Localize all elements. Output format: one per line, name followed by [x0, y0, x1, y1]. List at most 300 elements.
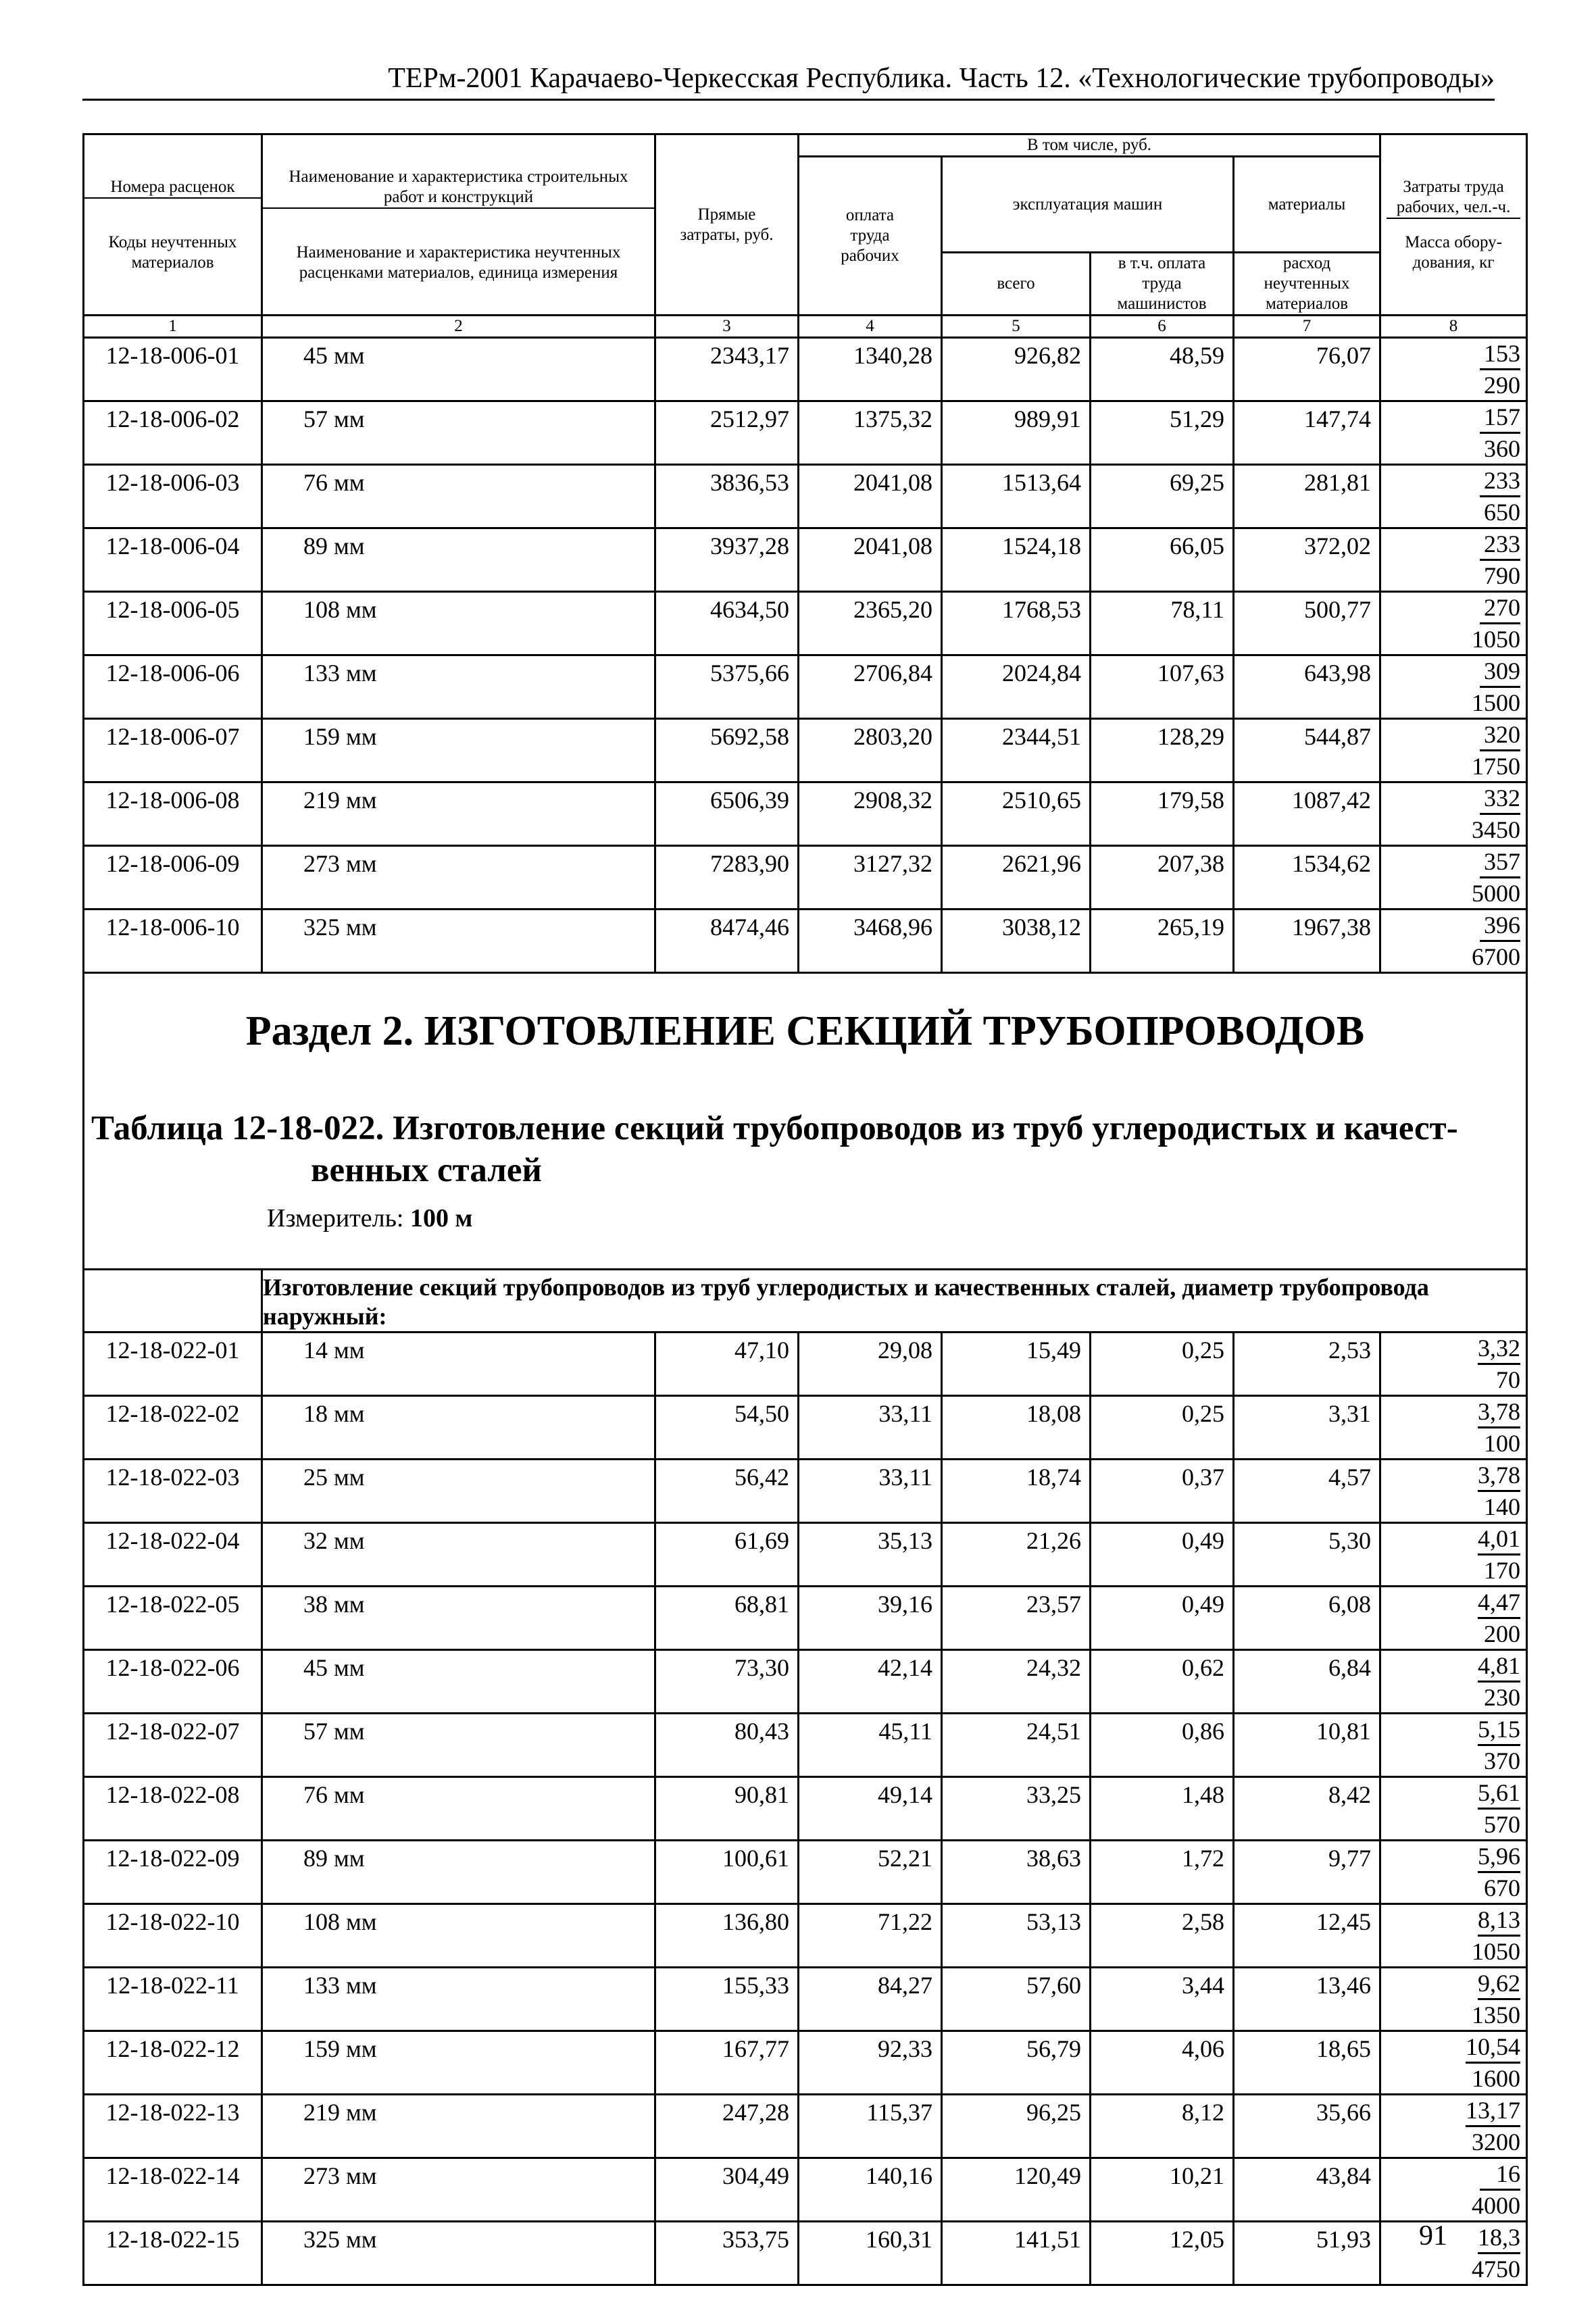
- labor-mass-cell: [1380, 1841, 1527, 1904]
- equipment-mass-value: 140: [1484, 1493, 1521, 1521]
- rate-code: 12-18-022-02: [84, 1396, 262, 1460]
- machinists-pay-value: 69,25: [1091, 465, 1234, 528]
- col-number: 6: [1091, 316, 1234, 338]
- machinists-pay-value: 3,44: [1091, 1968, 1234, 2031]
- labor-mass-cell: [1380, 1714, 1527, 1777]
- header-work-names: Наименование и характеристика строительных работ и конструкций: [263, 167, 654, 209]
- col-number: 4: [799, 316, 942, 338]
- materials-value: 643,98: [1234, 655, 1380, 719]
- labor-mass-cell: [1380, 655, 1527, 719]
- machines-total-value: 23,57: [942, 1587, 1091, 1650]
- labor-hours-value: 5,61: [1478, 1778, 1520, 1810]
- labor-pay-value: 33,11: [799, 1460, 942, 1523]
- materials-value: 1967,38: [1234, 910, 1380, 973]
- equipment-mass-value: 4000: [1472, 2192, 1521, 2220]
- direct-costs-value: 304,49: [655, 2158, 799, 2222]
- table-row: [84, 1396, 1527, 1460]
- labor-hours-value: 332: [1480, 783, 1520, 815]
- materials-value: 2,53: [1234, 1333, 1380, 1396]
- labor-hours-value: 8,13: [1478, 1905, 1520, 1937]
- header-in-that: В том числе, руб.: [799, 134, 1380, 157]
- labor-hours-value: 320: [1480, 720, 1520, 751]
- rate-code: 12-18-006-03: [84, 465, 262, 528]
- labor-mass-cell: [1380, 1460, 1527, 1523]
- work-name: 57 мм: [262, 401, 655, 465]
- work-name: 133 мм: [262, 655, 655, 719]
- rate-code: 12-18-006-06: [84, 655, 262, 719]
- equipment-mass-value: 6700: [1472, 943, 1521, 970]
- direct-costs-value: 47,10: [655, 1333, 799, 1396]
- direct-costs-value: 3836,53: [655, 465, 799, 528]
- rate-code: 12-18-022-15: [84, 2222, 262, 2285]
- rate-code: 12-18-022-08: [84, 1777, 262, 1841]
- equipment-mass-value: 570: [1484, 1811, 1521, 1839]
- rate-code: 12-18-022-14: [84, 2158, 262, 2222]
- labor-hours-value: 233: [1480, 466, 1520, 497]
- col-number: 1: [84, 316, 262, 338]
- labor-mass-cell: [1380, 1904, 1527, 1968]
- table-row: [84, 2031, 1527, 2095]
- rate-code: 12-18-022-05: [84, 1587, 262, 1650]
- direct-costs-value: 5692,58: [655, 719, 799, 782]
- labor-mass-cell: [1380, 1777, 1527, 1841]
- labor-pay-value: 33,11: [799, 1396, 942, 1460]
- measure-label: Измеритель:: [267, 1204, 404, 1233]
- labor-hours-value: 9,62: [1478, 1968, 1520, 2000]
- machinists-pay-value: 0,25: [1091, 1396, 1234, 1460]
- rate-code: 12-18-022-01: [84, 1333, 262, 1396]
- labor-hours-value: 396: [1480, 910, 1520, 942]
- header-rate-numbers: Номера расценок: [84, 177, 261, 199]
- work-name: 18 мм: [262, 1396, 655, 1460]
- measure-unit: [267, 1203, 472, 1233]
- machinists-pay-value: 0,62: [1091, 1650, 1234, 1714]
- machines-total-value: 33,25: [942, 1777, 1091, 1841]
- equipment-mass-value: 170: [1484, 1557, 1521, 1585]
- header-equipment-mass: Масса обору-дования, кг: [1405, 232, 1502, 272]
- work-name: 32 мм: [262, 1523, 655, 1587]
- rate-code: 12-18-006-04: [84, 528, 262, 592]
- rate-code: 12-18-022-04: [84, 1523, 262, 1587]
- labor-hours-value: 3,78: [1478, 1397, 1520, 1428]
- labor-hours-value: 5,15: [1478, 1714, 1520, 1746]
- labor-pay-value: 3127,32: [799, 846, 942, 910]
- table-row: [84, 1714, 1527, 1777]
- header-machines: эксплуатация машин: [942, 157, 1234, 253]
- labor-mass-cell: [1380, 592, 1527, 655]
- materials-value: 281,81: [1234, 465, 1380, 528]
- machinists-pay-value: 0,37: [1091, 1460, 1234, 1523]
- work-name: 45 мм: [262, 338, 655, 401]
- subheading: Изготовление секций трубопроводов из труб углеродистых и качественных сталей, диаметр трубопровода наружный:: [262, 1270, 1527, 1333]
- materials-value: 12,45: [1234, 1904, 1380, 1968]
- direct-costs-value: 4634,50: [655, 592, 799, 655]
- direct-costs-value: 68,81: [655, 1587, 799, 1650]
- labor-pay-value: 160,31: [799, 2222, 942, 2285]
- machines-total-value: 926,82: [942, 338, 1091, 401]
- table-row: [84, 592, 1527, 655]
- equipment-mass-value: 70: [1496, 1366, 1521, 1394]
- equipment-mass-value: 3200: [1472, 2129, 1521, 2156]
- table-row: [84, 2158, 1527, 2222]
- direct-costs-value: 3937,28: [655, 528, 799, 592]
- labor-pay-value: 92,33: [799, 2031, 942, 2095]
- labor-hours-value: 10,54: [1466, 2032, 1520, 2064]
- labor-pay-value: 84,27: [799, 1968, 942, 2031]
- equipment-mass-value: 670: [1484, 1874, 1521, 1902]
- machines-total-value: 2024,84: [942, 655, 1091, 719]
- machinists-pay-value: 4,06: [1091, 2031, 1234, 2095]
- labor-pay-value: 2365,20: [799, 592, 942, 655]
- direct-costs-value: 7283,90: [655, 846, 799, 910]
- col-number: 7: [1234, 316, 1380, 338]
- table-row: [84, 846, 1527, 910]
- machines-total-value: 57,60: [942, 1968, 1091, 2031]
- labor-hours-value: 5,96: [1478, 1841, 1520, 1873]
- materials-value: 372,02: [1234, 528, 1380, 592]
- rate-code: 12-18-022-06: [84, 1650, 262, 1714]
- work-name: 57 мм: [262, 1714, 655, 1777]
- table-title-line1: Таблица 12-18-022. Изготовление секций трубопроводов из труб углеродистых и качест-: [91, 1110, 1458, 1147]
- labor-mass-cell: [1380, 1968, 1527, 2031]
- materials-value: 8,42: [1234, 1777, 1380, 1841]
- labor-hours-value: 4,01: [1478, 1524, 1520, 1555]
- labor-mass-cell: [1380, 782, 1527, 846]
- labor-mass-cell: [1380, 910, 1527, 973]
- labor-mass-cell: [1380, 1333, 1527, 1396]
- direct-costs-value: 80,43: [655, 1714, 799, 1777]
- labor-mass-cell: [1380, 1396, 1527, 1460]
- rate-code: 12-18-006-02: [84, 401, 262, 465]
- equipment-mass-value: 790: [1484, 562, 1521, 589]
- work-name: 89 мм: [262, 528, 655, 592]
- labor-mass-cell: [1380, 846, 1527, 910]
- labor-pay-value: 45,11: [799, 1714, 942, 1777]
- rate-code: 12-18-022-07: [84, 1714, 262, 1777]
- direct-costs-value: 8474,46: [655, 910, 799, 973]
- equipment-mass-value: 200: [1484, 1620, 1521, 1648]
- labor-pay-value: 115,37: [799, 2095, 942, 2158]
- labor-mass-cell: [1380, 401, 1527, 465]
- direct-costs-value: 6506,39: [655, 782, 799, 846]
- equipment-mass-value: 360: [1484, 435, 1521, 462]
- machinists-pay-value: 8,12: [1091, 2095, 1234, 2158]
- machines-total-value: 96,25: [942, 2095, 1091, 2158]
- labor-mass-cell: [1380, 719, 1527, 782]
- page-number: 91: [1419, 2220, 1447, 2251]
- machinists-pay-value: 265,19: [1091, 910, 1234, 973]
- direct-costs-value: 247,28: [655, 2095, 799, 2158]
- machinists-pay-value: 0,25: [1091, 1333, 1234, 1396]
- machines-total-value: 38,63: [942, 1841, 1091, 1904]
- direct-costs-value: 136,80: [655, 1904, 799, 1968]
- machinists-pay-value: 66,05: [1091, 528, 1234, 592]
- rate-code: 12-18-022-11: [84, 1968, 262, 2031]
- work-name: 76 мм: [262, 465, 655, 528]
- machines-total-value: 1513,64: [942, 465, 1091, 528]
- machines-total-value: 120,49: [942, 2158, 1091, 2222]
- labor-mass-cell: [1380, 2158, 1527, 2222]
- direct-costs-value: 100,61: [655, 1841, 799, 1904]
- machinists-pay-value: 1,48: [1091, 1777, 1234, 1841]
- machines-total-value: 24,32: [942, 1650, 1091, 1714]
- machines-total-value: 24,51: [942, 1714, 1091, 1777]
- machinists-pay-value: 0,49: [1091, 1587, 1234, 1650]
- labor-hours-value: 3,32: [1478, 1333, 1520, 1365]
- table-row: [84, 1904, 1527, 1968]
- col-number: 2: [262, 316, 655, 338]
- labor-pay-value: 3468,96: [799, 910, 942, 973]
- table-row: [84, 338, 1527, 401]
- labor-mass-cell: [1380, 465, 1527, 528]
- materials-value: 1087,42: [1234, 782, 1380, 846]
- labor-mass-cell: [1380, 1523, 1527, 1587]
- table-row: [84, 528, 1527, 592]
- machinists-pay-value: 48,59: [1091, 338, 1234, 401]
- labor-pay-value: 2908,32: [799, 782, 942, 846]
- labor-pay-value: 2803,20: [799, 719, 942, 782]
- machinists-pay-value: 0,49: [1091, 1523, 1234, 1587]
- direct-costs-value: 56,42: [655, 1460, 799, 1523]
- labor-mass-cell: [1380, 1587, 1527, 1650]
- labor-pay-value: 2041,08: [799, 528, 942, 592]
- table-row: [84, 782, 1527, 846]
- rate-code: 12-18-022-10: [84, 1904, 262, 1968]
- table-row: [84, 910, 1527, 973]
- labor-mass-cell: [1380, 2031, 1527, 2095]
- table-row: [84, 2095, 1527, 2158]
- header-unaccounted-materials: расход неучтенных материалов: [1234, 253, 1380, 316]
- table-row: [84, 1587, 1527, 1650]
- table-row: [84, 655, 1527, 719]
- materials-value: 1534,62: [1234, 846, 1380, 910]
- work-name: 273 мм: [262, 2158, 655, 2222]
- equipment-mass-value: 1050: [1472, 626, 1521, 653]
- table-row: [84, 719, 1527, 782]
- work-name: 25 мм: [262, 1460, 655, 1523]
- direct-costs-value: 61,69: [655, 1523, 799, 1587]
- rate-code: 12-18-022-03: [84, 1460, 262, 1523]
- labor-hours-value: 357: [1480, 847, 1520, 878]
- equipment-mass-value: 1350: [1472, 2001, 1521, 2029]
- direct-costs-value: 155,33: [655, 1968, 799, 2031]
- labor-hours-value: 270: [1480, 593, 1520, 624]
- materials-value: 4,57: [1234, 1460, 1380, 1523]
- labor-pay-value: 2041,08: [799, 465, 942, 528]
- table-title-line2: венных сталей: [311, 1151, 542, 1189]
- work-name: 89 мм: [262, 1841, 655, 1904]
- direct-costs-value: 54,50: [655, 1396, 799, 1460]
- labor-pay-value: 35,13: [799, 1523, 942, 1587]
- labor-pay-value: 140,16: [799, 2158, 942, 2222]
- rate-code: 12-18-022-12: [84, 2031, 262, 2095]
- machines-total-value: 989,91: [942, 401, 1091, 465]
- machines-total-value: 15,49: [942, 1333, 1091, 1396]
- column-numbers-row: [84, 316, 1527, 338]
- materials-value: 13,46: [1234, 1968, 1380, 2031]
- rate-code: 12-18-006-10: [84, 910, 262, 973]
- machinists-pay-value: 2,58: [1091, 1904, 1234, 1968]
- rate-code: 12-18-006-08: [84, 782, 262, 846]
- machinists-pay-value: 0,86: [1091, 1714, 1234, 1777]
- labor-hours-value: 157: [1480, 402, 1520, 434]
- table-row: [84, 1460, 1527, 1523]
- header-labor-mass: [1380, 134, 1527, 316]
- direct-costs-value: 5375,66: [655, 655, 799, 719]
- header-machines-total: всего: [942, 253, 1091, 316]
- machines-total-value: 2510,65: [942, 782, 1091, 846]
- labor-hours-value: 18,3: [1478, 2222, 1520, 2254]
- equipment-mass-value: 3450: [1472, 816, 1521, 843]
- labor-hours-value: 233: [1480, 529, 1520, 561]
- labor-hours-value: 3,78: [1478, 1460, 1520, 1492]
- table-row: [84, 465, 1527, 528]
- labor-pay-value: 49,14: [799, 1777, 942, 1841]
- direct-costs-value: 2512,97: [655, 401, 799, 465]
- machines-total-value: 21,26: [942, 1523, 1091, 1587]
- machinists-pay-value: 51,29: [1091, 401, 1234, 465]
- header-names: [262, 134, 655, 316]
- work-name: 325 мм: [262, 2222, 655, 2285]
- materials-value: 35,66: [1234, 2095, 1380, 2158]
- work-name: 219 мм: [262, 2095, 655, 2158]
- materials-value: 3,31: [1234, 1396, 1380, 1460]
- materials-value: 76,07: [1234, 338, 1380, 401]
- equipment-mass-value: 1050: [1472, 1938, 1521, 1966]
- direct-costs-value: 90,81: [655, 1777, 799, 1841]
- labor-hours-value: 4,81: [1478, 1651, 1520, 1683]
- work-name: 45 мм: [262, 1650, 655, 1714]
- rate-code: 12-18-006-09: [84, 846, 262, 910]
- direct-costs-value: 167,77: [655, 2031, 799, 2095]
- labor-hours-value: 4,47: [1478, 1587, 1520, 1619]
- work-name: 273 мм: [262, 846, 655, 910]
- work-name: 14 мм: [262, 1333, 655, 1396]
- machines-total-value: 3038,12: [942, 910, 1091, 973]
- equipment-mass-value: 650: [1484, 499, 1521, 526]
- work-name: 108 мм: [262, 1904, 655, 1968]
- equipment-mass-value: 1750: [1472, 753, 1521, 780]
- machines-total-value: 53,13: [942, 1904, 1091, 1968]
- header-labor-pay: оплата труда рабочих: [799, 157, 942, 316]
- work-name: 38 мм: [262, 1587, 655, 1650]
- table-row: [84, 401, 1527, 465]
- materials-value: 9,77: [1234, 1841, 1380, 1904]
- labor-pay-value: 29,08: [799, 1333, 942, 1396]
- equipment-mass-value: 4750: [1472, 2256, 1521, 2283]
- machines-total-value: 1524,18: [942, 528, 1091, 592]
- work-name: 76 мм: [262, 1777, 655, 1841]
- work-name: 159 мм: [262, 2031, 655, 2095]
- machines-total-value: 141,51: [942, 2222, 1091, 2285]
- machinists-pay-value: 1,72: [1091, 1841, 1234, 1904]
- direct-costs-value: 2343,17: [655, 338, 799, 401]
- labor-pay-value: 42,14: [799, 1650, 942, 1714]
- labor-pay-value: 52,21: [799, 1841, 942, 1904]
- machines-total-value: 1768,53: [942, 592, 1091, 655]
- table-row: [84, 2222, 1527, 2285]
- header-labor-hours: Затраты труда рабочих, чел.-ч.: [1387, 177, 1520, 219]
- direct-costs-value: 73,30: [655, 1650, 799, 1714]
- materials-value: 18,65: [1234, 2031, 1380, 2095]
- rates-table: [82, 133, 1528, 2286]
- section-title: Раздел 2. ИЗГОТОВЛЕНИЕ СЕКЦИЙ ТРУБОПРОВОДОВ: [245, 1008, 1365, 1054]
- equipment-mass-value: 290: [1484, 372, 1521, 399]
- labor-mass-cell: [1380, 1650, 1527, 1714]
- materials-value: 147,74: [1234, 401, 1380, 465]
- machines-total-value: 2621,96: [942, 846, 1091, 910]
- table-row: [84, 1841, 1527, 1904]
- equipment-mass-value: 1500: [1472, 689, 1521, 716]
- rate-code: 12-18-006-05: [84, 592, 262, 655]
- machinists-pay-value: 179,58: [1091, 782, 1234, 846]
- materials-value: 544,87: [1234, 719, 1380, 782]
- machinists-pay-value: 128,29: [1091, 719, 1234, 782]
- equipment-mass-value: 5000: [1472, 880, 1521, 907]
- header-machinists-pay: в т.ч. оплата труда машинистов: [1091, 253, 1234, 316]
- materials-value: 43,84: [1234, 2158, 1380, 2222]
- machines-total-value: 18,08: [942, 1396, 1091, 1460]
- machines-total-value: 2344,51: [942, 719, 1091, 782]
- table-row: [84, 1523, 1527, 1587]
- labor-pay-value: 2706,84: [799, 655, 942, 719]
- table-title: [91, 1107, 1458, 1191]
- work-name: 108 мм: [262, 592, 655, 655]
- materials-value: 5,30: [1234, 1523, 1380, 1587]
- header-codes: [84, 134, 262, 316]
- machinists-pay-value: 107,63: [1091, 655, 1234, 719]
- col-number: 3: [655, 316, 799, 338]
- direct-costs-value: 353,75: [655, 2222, 799, 2285]
- table-row: [84, 1968, 1527, 2031]
- machinists-pay-value: 78,11: [1091, 592, 1234, 655]
- table-row: [84, 1333, 1527, 1396]
- equipment-mass-value: 230: [1484, 1684, 1521, 1712]
- equipment-mass-value: 100: [1484, 1430, 1521, 1458]
- rate-code: 12-18-006-01: [84, 338, 262, 401]
- machinists-pay-value: 207,38: [1091, 846, 1234, 910]
- col-number: 8: [1380, 316, 1527, 338]
- rate-code: 12-18-022-13: [84, 2095, 262, 2158]
- col-number: 5: [942, 316, 1091, 338]
- materials-value: 10,81: [1234, 1714, 1380, 1777]
- subheading-spacer: [84, 1270, 262, 1333]
- work-name: 219 мм: [262, 782, 655, 846]
- labor-pay-value: 1375,32: [799, 401, 942, 465]
- labor-mass-cell: [1380, 2095, 1527, 2158]
- materials-value: 6,08: [1234, 1587, 1380, 1650]
- materials-value: 51,93: [1234, 2222, 1380, 2285]
- labor-hours-value: 153: [1480, 339, 1520, 370]
- table-row: [84, 1777, 1527, 1841]
- measure-value: 100 м: [410, 1204, 473, 1233]
- rate-code: 12-18-006-07: [84, 719, 262, 782]
- labor-pay-value: 1340,28: [799, 338, 942, 401]
- labor-pay-value: 39,16: [799, 1587, 942, 1650]
- labor-hours-value: 16: [1480, 2159, 1520, 2191]
- header-materials: материалы: [1234, 157, 1380, 253]
- header-material-names: Наименование и характеристика неучтенных расценками материалов, единица измерения: [296, 243, 621, 282]
- labor-mass-cell: [1380, 528, 1527, 592]
- equipment-mass-value: 370: [1484, 1747, 1521, 1775]
- rate-code: 12-18-022-09: [84, 1841, 262, 1904]
- materials-value: 6,84: [1234, 1650, 1380, 1714]
- machines-total-value: 56,79: [942, 2031, 1091, 2095]
- header-direct-costs: Прямые затраты, руб.: [655, 134, 799, 316]
- equipment-mass-value: 1600: [1472, 2065, 1521, 2093]
- machinists-pay-value: 12,05: [1091, 2222, 1234, 2285]
- labor-pay-value: 71,22: [799, 1904, 942, 1968]
